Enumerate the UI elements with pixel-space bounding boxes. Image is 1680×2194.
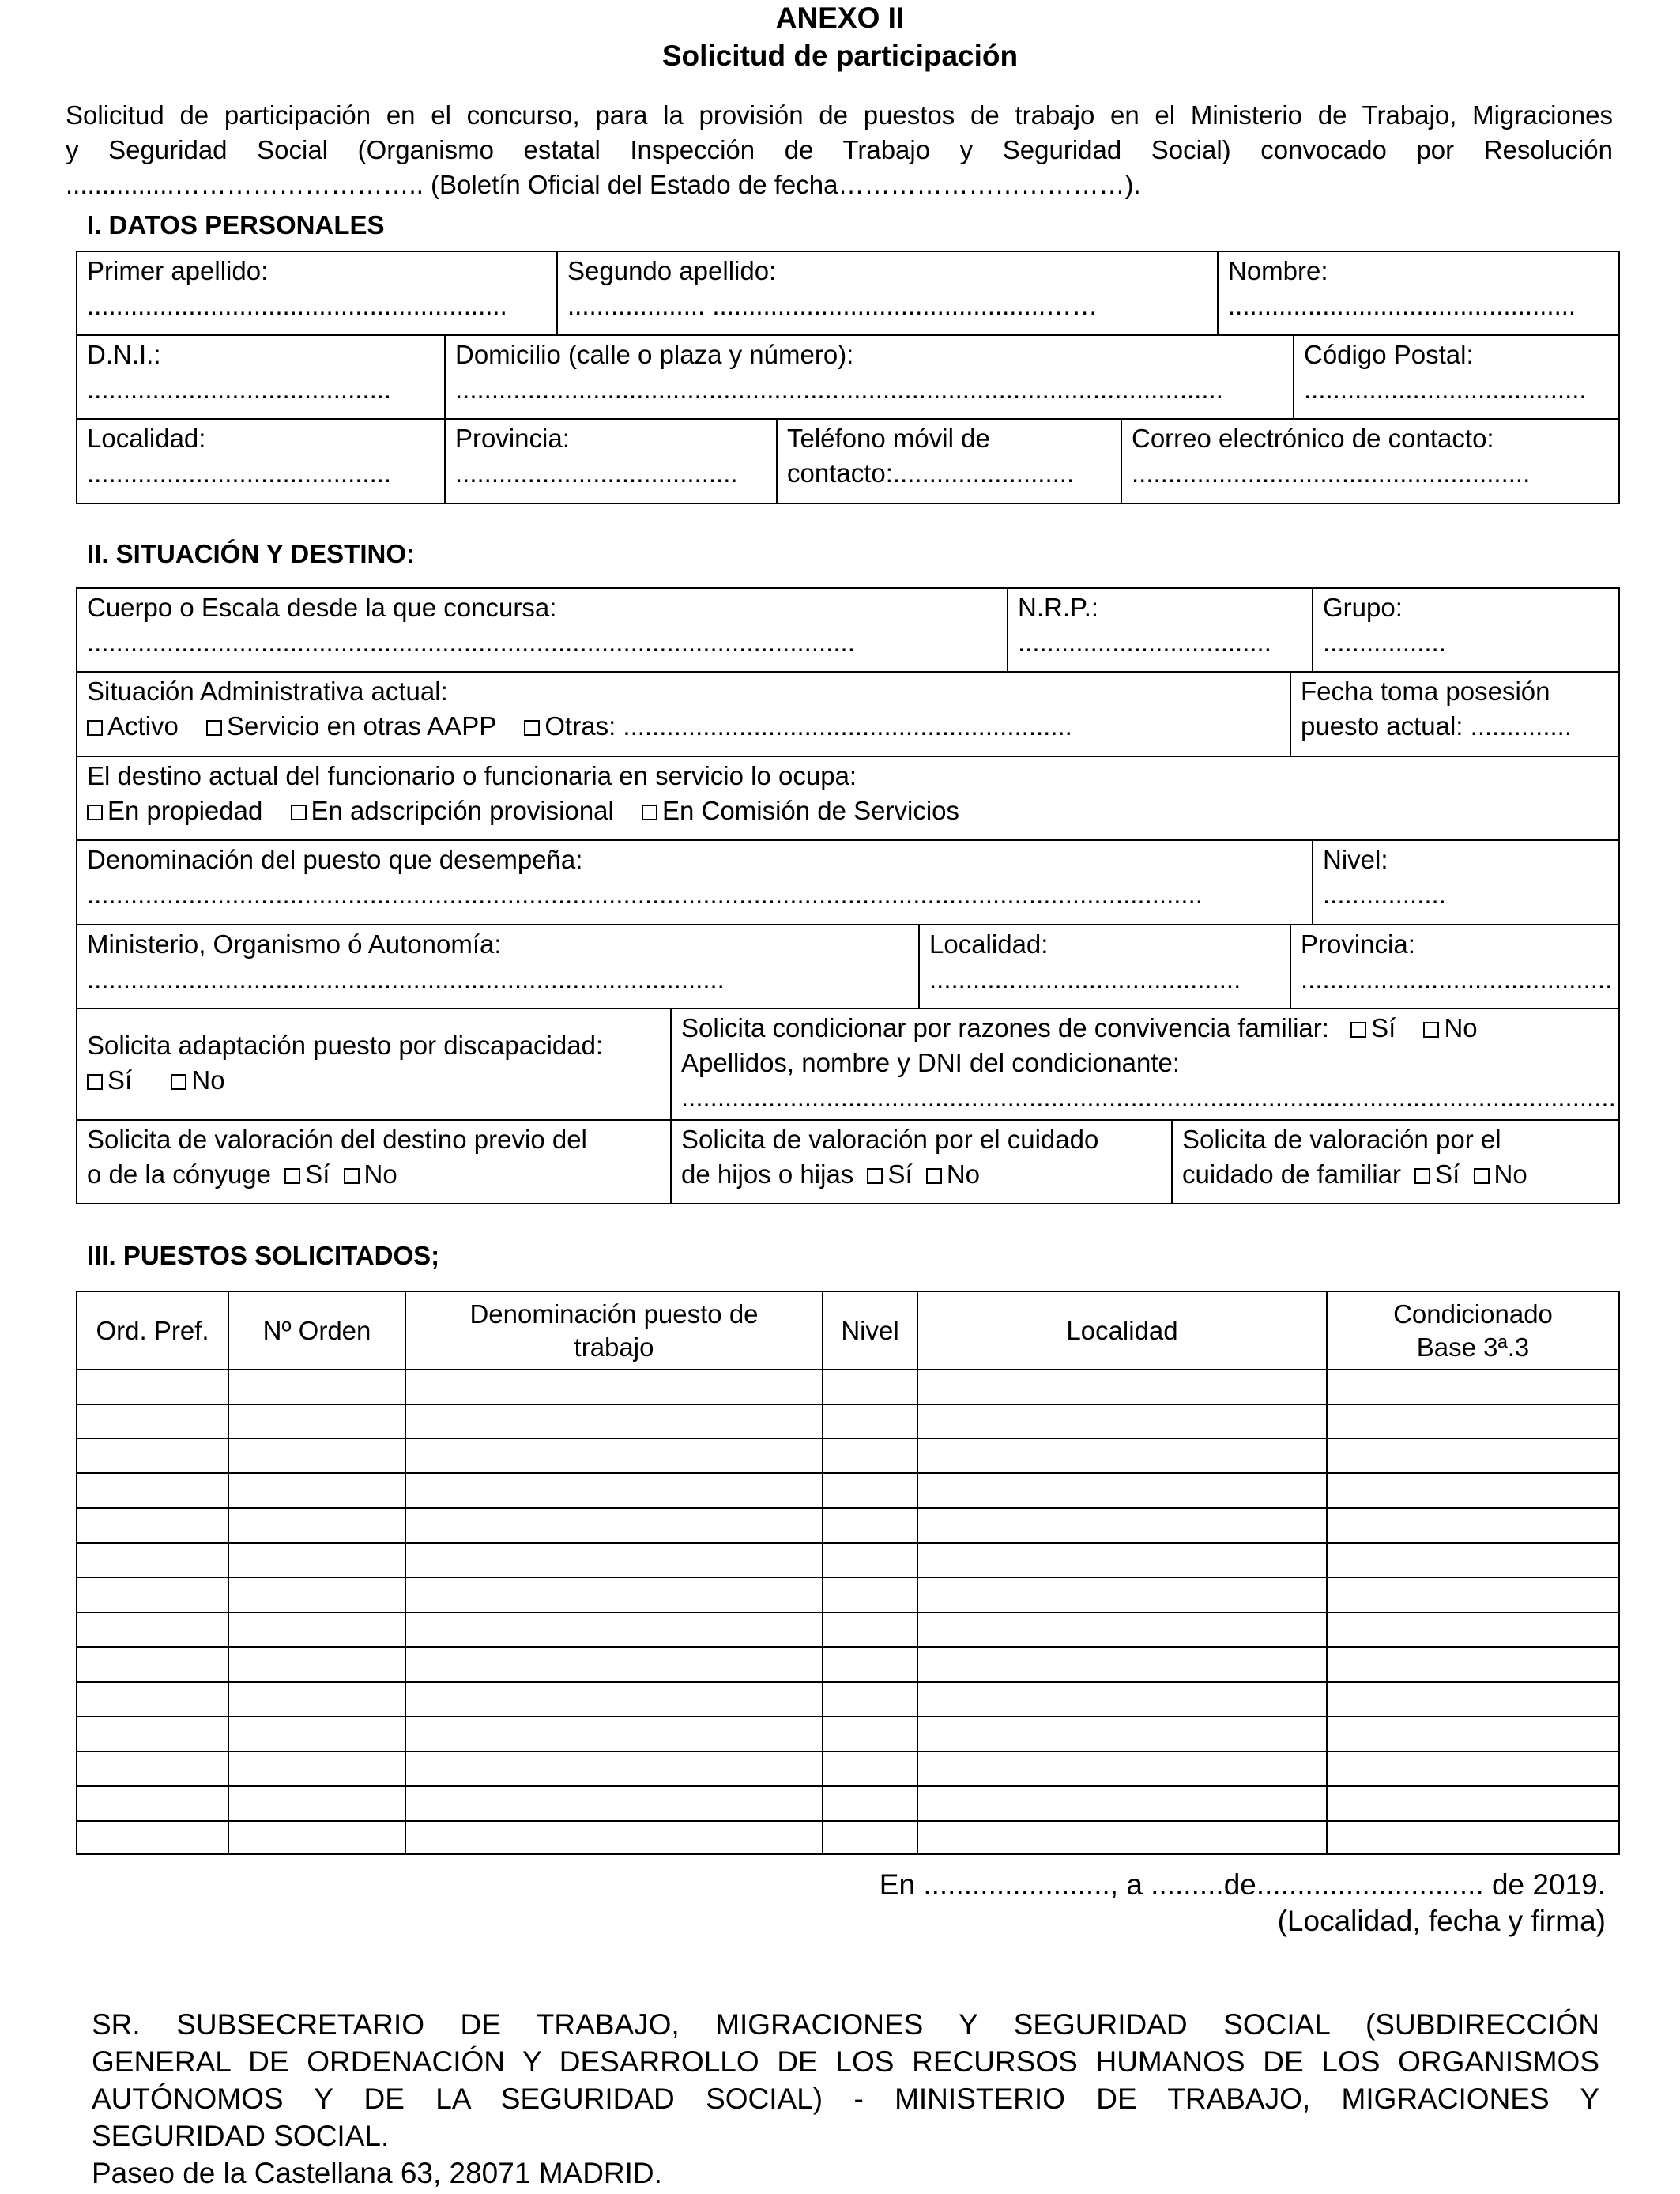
nivel-label: Nivel:: [1323, 845, 1388, 874]
comision-servicios-option[interactable]: En Comisión de Servicios: [642, 796, 959, 825]
addressee-address: Paseo de la Castellana 63, 28071 MADRID.: [92, 2157, 662, 2189]
conyuge-si-option[interactable]: Sí: [284, 1159, 330, 1189]
condicionar-convivencia-field: [672, 1009, 1618, 1115]
situacion-administrativa-label: Situación Administrativa actual:: [87, 677, 448, 706]
nivel-blank: .................: [1323, 880, 1446, 909]
telefono-blank: contacto:.........................: [787, 458, 1075, 488]
condicionar-no-option[interactable]: No: [1423, 1013, 1477, 1042]
localidad-field[interactable]: [77, 420, 444, 491]
condicionante-blank[interactable]: .................................................................................................................................: [681, 1083, 1616, 1112]
domicilio-field[interactable]: [446, 336, 1293, 407]
cuerpo-escala-label: Cuerpo o Escala desde la que concursa:: [87, 593, 557, 622]
col-ord-pref: Ord. Pref.: [96, 1315, 209, 1345]
col-num-orden: Nº Orden: [262, 1315, 371, 1345]
adscripcion-provisional-option[interactable]: En adscripción provisional: [291, 796, 614, 825]
checkbox-icon[interactable]: [926, 1168, 942, 1184]
hijos-no-option[interactable]: No: [926, 1159, 980, 1189]
section-situacion-destino: II. SITUACIÓN Y DESTINO:: [87, 539, 415, 568]
segundo-apellido-blank: ................... ..............................................……: [567, 291, 1098, 320]
correo-label: Correo electrónico de contacto:: [1132, 424, 1494, 453]
telefono-label: Teléfono móvil de: [787, 424, 990, 453]
primer-apellido-field[interactable]: [77, 252, 556, 323]
ministerio-blank: ........................................................................................: [87, 964, 725, 993]
nrp-field[interactable]: [1008, 589, 1312, 660]
valoracion-conyuge-label: Solicita de valoración del destino previo del: [87, 1125, 587, 1154]
hijos-si-option[interactable]: Sí: [867, 1159, 912, 1189]
nombre-blank: ................................................: [1228, 291, 1576, 320]
col-localidad: Localidad: [1066, 1315, 1178, 1345]
destino-localidad-blank: ...........................................: [929, 964, 1241, 993]
intro-line-1: Solicitud de participación en el concurso, para la provisión de puestos de trabajo en el Ministerio de Trabajo, Migraciones: [66, 100, 1613, 130]
intro-line-2: y Seguridad Social (Organismo estatal Inspección de Trabajo y Seguridad Social) convocado por Resolución: [66, 135, 1613, 164]
grupo-label: Grupo:: [1323, 593, 1403, 622]
checkbox-icon[interactable]: [524, 720, 540, 736]
addressee-block: [92, 2006, 1599, 2192]
otras-option[interactable]: Otras: ..............................................................: [524, 711, 1072, 741]
provincia-label: Provincia:: [455, 424, 570, 453]
condicionar-label: Solicita condicionar por razones de convivencia familiar:: [681, 1013, 1329, 1042]
destino-localidad-label: Localidad:: [929, 929, 1049, 959]
familiar-si-option[interactable]: Sí: [1414, 1159, 1460, 1189]
checkbox-icon[interactable]: [171, 1074, 186, 1090]
addressee-line-3: AUTÓNOMOS Y DE LA SEGURIDAD SOCIAL) - MINISTERIO DE TRABAJO, MIGRACIONES Y: [92, 2083, 1599, 2115]
checkbox-icon[interactable]: [87, 720, 103, 736]
dni-label: D.N.I.:: [87, 340, 161, 369]
denominacion-puesto-label: Denominación del puesto que desempeña:: [87, 845, 583, 874]
nivel-field[interactable]: [1313, 841, 1618, 912]
nombre-field[interactable]: [1219, 252, 1618, 323]
form-title: Solicitud de participación: [661, 40, 1019, 72]
checkbox-icon[interactable]: [87, 1074, 103, 1090]
grupo-field[interactable]: [1313, 589, 1618, 660]
primer-apellido-blank: ..........................................................: [87, 291, 507, 320]
telefono-movil-field[interactable]: [778, 420, 1121, 491]
checkbox-icon[interactable]: [291, 805, 307, 820]
checkbox-icon[interactable]: [1474, 1168, 1490, 1184]
signature-note: (Localidad, fecha y firma): [1277, 1905, 1606, 1937]
fecha-toma-posesion-blank: puesto actual: ..............: [1301, 711, 1573, 741]
segundo-apellido-field[interactable]: [558, 252, 1217, 323]
checkbox-icon[interactable]: [1350, 1022, 1366, 1038]
adaptacion-no-option[interactable]: No: [171, 1065, 224, 1095]
condicionante-label: Apellidos, nombre y DNI del condicionante:: [681, 1048, 1181, 1077]
familiar-no-option[interactable]: No: [1474, 1159, 1527, 1189]
destino-actual-label: El destino actual del funcionario o funcionaria en servicio lo ocupa:: [87, 761, 857, 790]
valoracion-conyuge-field: Solicita de valoración del destino previo del o de la cónyuge Sí No: [77, 1121, 670, 1192]
provincia-blank: .......................................: [455, 458, 738, 488]
localidad-label: Localidad:: [87, 424, 206, 453]
section-datos-personales: I. DATOS PERSONALES: [87, 210, 385, 239]
nrp-label: N.R.P.:: [1018, 593, 1099, 622]
dni-field[interactable]: [77, 336, 444, 407]
destino-provincia-blank: ...........................................: [1301, 964, 1613, 993]
codigo-postal-label: Código Postal:: [1304, 340, 1474, 369]
adaptacion-discapacidad-field: [77, 1009, 670, 1098]
localidad-blank: ..........................................: [87, 458, 392, 488]
situacion-administrativa-field: [77, 673, 1290, 744]
valoracion-hijos-label: Solicita de valoración por el cuidado: [681, 1125, 1099, 1154]
destino-provincia-field[interactable]: [1291, 925, 1618, 997]
signature-line[interactable]: En ......................., a .........de............................ de 2019.: [879, 1868, 1606, 1901]
addressee-line-1: SR. SUBSECRETARIO DE TRABAJO, MIGRACIONES Y SEGURIDAD SOCIAL (SUBDIRECCIÓN: [92, 2008, 1599, 2041]
col-nivel: Nivel: [841, 1315, 899, 1345]
intro-paragraph: [66, 98, 1613, 202]
nombre-label: Nombre:: [1228, 256, 1328, 285]
dni-blank: ..........................................: [87, 375, 392, 404]
checkbox-icon[interactable]: [642, 805, 657, 820]
destino-actual-field: [77, 757, 1618, 828]
section-puestos-solicitados: III. PUESTOS SOLICITADOS;: [87, 1241, 440, 1270]
segundo-apellido-label: Segundo apellido:: [567, 256, 777, 285]
addressee-line-4: SEGURIDAD SOCIAL.: [92, 2120, 390, 2152]
cuerpo-escala-field[interactable]: [77, 589, 1007, 660]
checkbox-icon[interactable]: [867, 1168, 883, 1184]
nrp-blank: ...................................: [1018, 628, 1271, 657]
domicilio-blank: ..........................................................................................................: [455, 375, 1223, 404]
annex-title: ANEXO II: [775, 2, 905, 34]
col-denominacion: Denominación puesto de trabajo: [469, 1299, 759, 1362]
checkbox-icon[interactable]: [1423, 1022, 1439, 1038]
grupo-blank: .................: [1323, 628, 1446, 657]
conyuge-no-option[interactable]: No: [344, 1159, 397, 1189]
denominacion-puesto-blank: ..........................................................................................................................................................: [87, 880, 1203, 909]
checkbox-icon[interactable]: [1414, 1168, 1430, 1184]
servicio-otras-aapp-option[interactable]: Servicio en otras AAPP: [206, 711, 496, 741]
checkbox-icon[interactable]: [344, 1168, 360, 1184]
checkbox-icon[interactable]: [87, 805, 103, 820]
valoracion-familiar-field: Solicita de valoración por el cuidado de familiar Sí No: [1173, 1121, 1618, 1192]
condicionar-si-option[interactable]: Sí: [1350, 1013, 1396, 1042]
intro-line-3: ...............……………………….. (Boletín Oficial del Estado de fecha……………………………).: [66, 170, 1141, 199]
cuerpo-escala-blank: ..........................................................................................................: [87, 628, 855, 657]
provincia-field[interactable]: [446, 420, 776, 491]
adaptacion-si-option[interactable]: Sí: [87, 1065, 132, 1095]
valoracion-hijos-field: Solicita de valoración por el cuidado de hijos o hijas Sí No: [672, 1121, 1171, 1192]
checkbox-icon[interactable]: [206, 720, 222, 736]
valoracion-familiar-label: Solicita de valoración por el: [1182, 1125, 1501, 1154]
correo-blank: .......................................................: [1132, 458, 1531, 488]
addressee-line-2: GENERAL DE ORDENACIÓN Y DESARROLLO DE LOS RECURSOS HUMANOS DE LOS ORGANISMOS: [92, 2045, 1599, 2078]
codigo-postal-field[interactable]: [1294, 336, 1618, 407]
ministerio-field[interactable]: [77, 925, 918, 997]
primer-apellido-label: Primer apellido:: [87, 256, 269, 285]
checkbox-icon[interactable]: [284, 1168, 300, 1184]
denominacion-puesto-field[interactable]: [77, 841, 1312, 912]
destino-provincia-label: Provincia:: [1301, 929, 1415, 959]
adaptacion-discapacidad-label: Solicita adaptación puesto por discapacidad:: [87, 1031, 604, 1060]
correo-field[interactable]: [1122, 420, 1618, 491]
en-propiedad-option[interactable]: En propiedad: [87, 796, 262, 825]
destino-localidad-field[interactable]: [920, 925, 1290, 997]
ministerio-label: Ministerio, Organismo ó Autonomía:: [87, 929, 502, 959]
domicilio-label: Domicilio (calle o plaza y número):: [455, 340, 854, 369]
fecha-toma-posesion-label: Fecha toma posesión: [1301, 677, 1550, 706]
activo-option[interactable]: Activo: [87, 711, 179, 741]
fecha-toma-posesion-field[interactable]: [1291, 673, 1618, 744]
codigo-postal-blank: .......................................: [1304, 375, 1587, 404]
col-condicionado: Condicionado Base 3ª.3: [1393, 1299, 1553, 1362]
